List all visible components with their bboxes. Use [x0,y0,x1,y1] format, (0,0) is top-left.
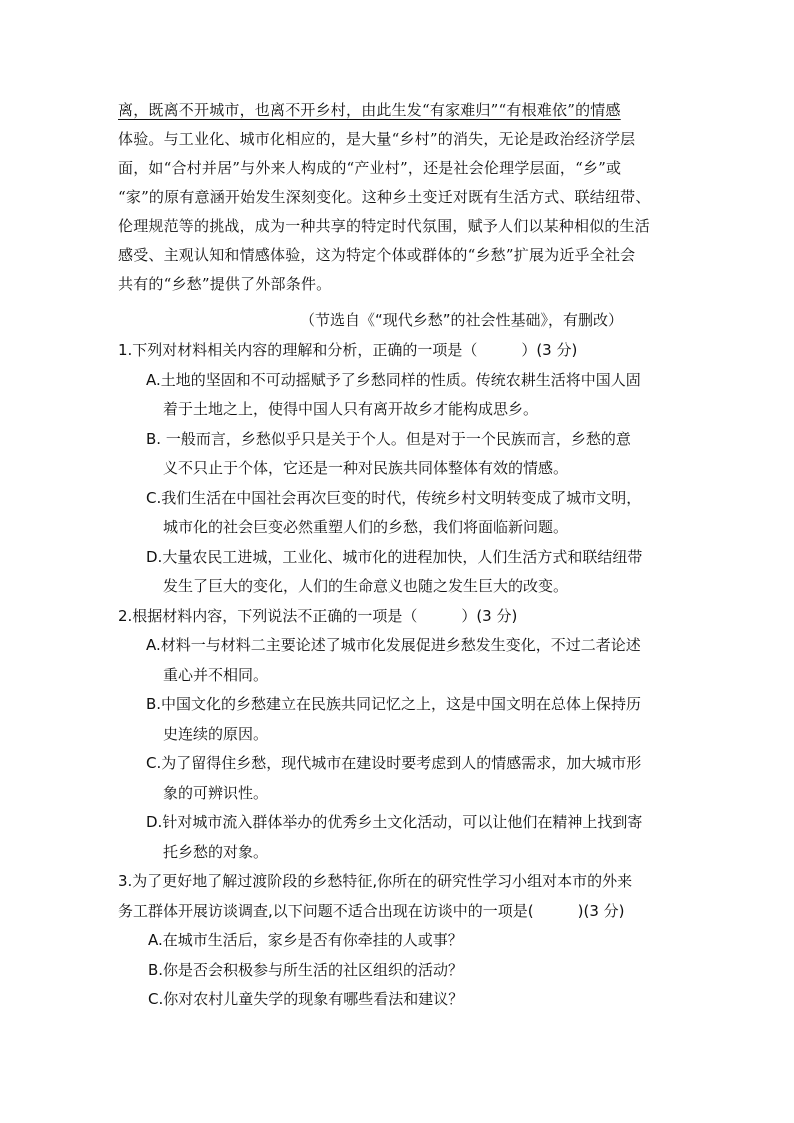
option-c: C.你对农村儿童失学的现象有哪些看法和建议？ [148,990,464,1008]
passage-line: 面，如“合村并居”与外来人构成的“产业村”，还是社会伦理学层面，“乡”或 [118,159,622,177]
option-c: C.我们生活在中国社会再次巨变的时代，传统乡村文明转变成了城市文明， [146,488,642,507]
option-a: A.在城市生活后，家乡是否有你牵挂的人或事？ [148,931,463,949]
passage-line: 感受、主观认知和情感体验，这为特定个体或群体的“乡愁”扩展为近乎全社会 [118,246,636,264]
option-d: D.针对城市流入群体举办的优秀乡土文化活动，可以让他们在精神上找到寄 [146,813,643,831]
passage-line: 伦理规范等的挑战，成为一种共享的特定时代氛围，赋予人们以某种相似的生活 [118,217,651,235]
passage-source: （节选自《“现代乡愁”的社会性基础》，有删改） [300,311,624,329]
option-b-continued: 史连续的原因。 [163,724,269,743]
passage-line: 共有的“乡愁”提供了外部条件。 [118,275,332,293]
passage-line: 体验。与工业化、城市化相应的，是大量“乡村”的消失，无论是政治经济学层 [118,130,636,148]
option-b: B.你是否会积极参与所生活的社区组织的活动？ [148,960,464,979]
option-a-continued: 重心并不相同。 [163,665,269,684]
passage [118,96,678,299]
question-score: ）(3 分) [461,606,518,625]
option-d-continued: 托乡愁的对象。 [163,842,269,861]
question-stem-text: 2.根据材料内容，下列说法不正确的一项是（ [118,606,418,625]
option-d-continued: 发生了巨大的变化，人们的生命意义也随之发生巨大的改变。 [163,577,569,595]
question-2-stem [118,602,688,632]
question-1-stem [118,336,688,366]
question-3-stem: 3.为了更好地了解过渡阶段的乡愁特征,你所在的研究性学习小组对本市的外来 [118,872,633,890]
option-b: B.中国文化的乡愁建立在民族共同记忆之上，这是中国文明在总体上保持历 [146,695,642,713]
question-stem-text: 1.下列对材料相关内容的理解和分析，正确的一项是（ [118,341,478,359]
question-3-stem-continued [118,897,688,927]
questions [118,336,688,1015]
option-b: B. 一般而言，乡愁似乎只是关于个人。但是对于一个民族而言，乡愁的意 [146,429,631,448]
option-a: A.材料一与材料二主要论述了城市化发展促进乡愁发生变化，不过二者论述 [146,636,641,654]
passage-line: “家”的原有意涵开始发生深刻变化。这种乡土变迁对既有生活方式、联结纽带、 [118,188,651,206]
question-score: ）(3 分) [521,341,578,359]
option-a-continued: 着于土地之上，使得中国人只有离开故乡才能构成思乡。 [163,400,539,418]
question-score: )(3 分) [577,901,625,920]
option-c-continued: 城市化的社会巨变必然重塑人们的乡愁，我们将面临新问题。 [163,518,569,536]
option-c: C.为了留得住乡愁，现代城市在建设时要考虑到人的情感需求，加大城市形 [146,754,642,772]
question-stem-text: 务工群体开展访谈调查,以下问题不适合出现在访谈中的一项是( [118,901,534,920]
option-c-continued: 象的可辨识性。 [163,783,269,802]
option-b-continued: 义不只止于个体，它还是一种对民族共同体整体有效的情感。 [163,459,569,477]
option-d: D.大量农民工进城，工业化、城市化的进程加快，人们生活方式和联结纽带 [146,547,643,566]
passage-line: 离，既离不开城市，也离不开乡村，由此生发“有家难归”“有根难依”的情感 [118,101,621,119]
option-a: A.土地的坚固和不可动摇赋予了乡愁同样的性质。传统农耕生活将中国人固 [146,370,641,389]
